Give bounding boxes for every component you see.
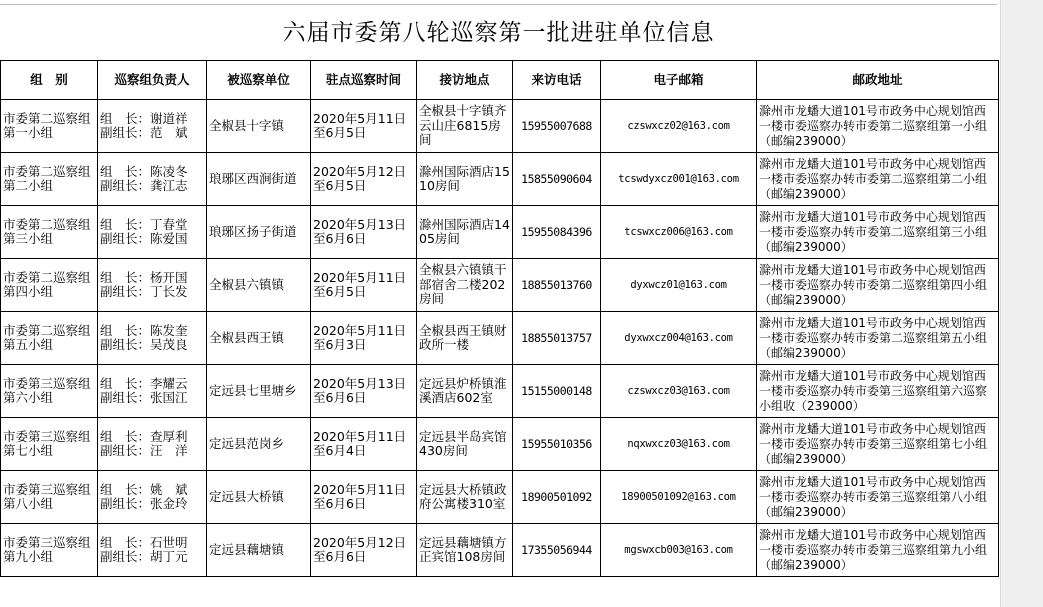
- time-cell: 2020年5月12日至6月6日: [311, 524, 417, 577]
- group-cell: 市委第三巡察组第九小组: [1, 524, 98, 577]
- header-time: 驻点巡察时间: [311, 61, 417, 100]
- deputy-name: 副组长：张国江: [100, 390, 188, 405]
- header-email: 电子邮箱: [601, 61, 757, 100]
- email-cell: czswxcz03@163.com: [601, 365, 757, 418]
- place-cell: 定远县炉桥镇淮溪酒店602室: [417, 365, 513, 418]
- deputy-name: 副组长：胡丁元: [100, 549, 188, 564]
- email-cell: 18900501092@163.com: [601, 471, 757, 524]
- deputy-name: 副组长：龚江志: [100, 178, 188, 193]
- group-cell: 市委第二巡察组第五小组: [1, 312, 98, 365]
- leader-name: 组 长：李耀云: [100, 375, 188, 391]
- leader-name: 组 长：姚 斌: [100, 481, 188, 497]
- address-cell: 滁州市龙蟠大道101号市政务中心规划馆西一楼市委巡察办转市委第三巡察组第八小组（邮编239000）: [757, 471, 999, 524]
- leader-name: 组 长：杨开国: [100, 269, 188, 285]
- unit-cell: 全椒县十字镇: [207, 100, 311, 153]
- table-row: [1, 100, 999, 153]
- group-cell: 市委第二巡察组第一小组: [1, 100, 98, 153]
- table-row: [1, 206, 999, 259]
- leader-name: 组 长：查厚利: [100, 428, 188, 444]
- table-row: [1, 312, 999, 365]
- table-row: [1, 365, 999, 418]
- time-cell: 2020年5月11日至6月5日: [311, 259, 417, 312]
- header-group: 组 别: [1, 61, 98, 100]
- deputy-name: 副组长：汪 洋: [100, 443, 188, 458]
- deputy-name: 副组长：丁长发: [100, 284, 188, 299]
- unit-cell: 琅琊区西涧街道: [207, 153, 311, 206]
- email-cell: dyxwxcz004@163.com: [601, 312, 757, 365]
- header-phone: 来访电话: [513, 61, 601, 100]
- leader-name: 组 长：石世明: [100, 534, 188, 550]
- phone-cell: 18900501092: [513, 471, 601, 524]
- phone-cell: 15955007688: [513, 100, 601, 153]
- group-cell: 市委第三巡察组第七小组: [1, 418, 98, 471]
- deputy-name: 副组长：陈爱国: [100, 231, 188, 246]
- group-cell: 市委第三巡察组第八小组: [1, 471, 98, 524]
- place-cell: 定远县大桥镇政府公寓楼310室: [417, 471, 513, 524]
- deputy-name: 副组长：张金玲: [100, 496, 188, 511]
- phone-cell: 15855090604: [513, 153, 601, 206]
- unit-cell: 全椒县六镇镇: [207, 259, 311, 312]
- email-cell: tcswdyxcz001@163.com: [601, 153, 757, 206]
- address-cell: 滁州市龙蟠大道101号市政务中心规划馆西一楼市委巡察办转市委第二巡察组第五小组（邮编239000）: [757, 312, 999, 365]
- unit-cell: 定远县范岗乡: [207, 418, 311, 471]
- group-cell: 市委第二巡察组第四小组: [1, 259, 98, 312]
- place-cell: 全椒县六镇镇干部宿舍二楼202房间: [417, 259, 513, 312]
- place-cell: 滁州国际酒店1405房间: [417, 206, 513, 259]
- unit-cell: 定远县七里塘乡: [207, 365, 311, 418]
- place-cell: 定远县半岛宾馆430房间: [417, 418, 513, 471]
- time-cell: 2020年5月13日至6月6日: [311, 206, 417, 259]
- time-cell: 2020年5月13日至6月6日: [311, 365, 417, 418]
- leader-cell: [98, 259, 207, 312]
- email-cell: nqxwxcz03@163.com: [601, 418, 757, 471]
- address-cell: 滁州市龙蟠大道101号市政务中心规划馆西一楼市委巡察办转市委第二巡察组第二小组（邮编239000）: [757, 153, 999, 206]
- leader-name: 组 长：陈凌冬: [100, 163, 188, 179]
- phone-cell: 15155000148: [513, 365, 601, 418]
- info-table: [0, 60, 999, 577]
- leader-cell: [98, 100, 207, 153]
- deputy-name: 副组长：范 斌: [100, 125, 188, 140]
- leader-cell: [98, 153, 207, 206]
- table-body: [1, 100, 999, 577]
- place-cell: 全椒县十字镇齐云山庄6815房间: [417, 100, 513, 153]
- header-unit: 被巡察单位: [207, 61, 311, 100]
- time-cell: 2020年5月11日至6月6日: [311, 471, 417, 524]
- time-cell: 2020年5月11日至6月4日: [311, 418, 417, 471]
- leader-name: 组 长：陈发奎: [100, 322, 188, 338]
- place-cell: 定远县藕塘镇方正宾馆108房间: [417, 524, 513, 577]
- address-cell: 滁州市龙蟠大道101号市政务中心规划馆西一楼市委巡察办转市委第二巡察组第四小组（邮编239000）: [757, 259, 999, 312]
- phone-cell: 17355056944: [513, 524, 601, 577]
- table-row: [1, 524, 999, 577]
- leader-cell: [98, 312, 207, 365]
- unit-cell: 定远县大桥镇: [207, 471, 311, 524]
- phone-cell: 18855013760: [513, 259, 601, 312]
- group-cell: 市委第二巡察组第三小组: [1, 206, 98, 259]
- header-place: 接访地点: [417, 61, 513, 100]
- unit-cell: 琅琊区扬子街道: [207, 206, 311, 259]
- table-row: [1, 259, 999, 312]
- group-cell: 市委第二巡察组第二小组: [1, 153, 98, 206]
- time-cell: 2020年5月12日至6月5日: [311, 153, 417, 206]
- email-cell: tcswxcz006@163.com: [601, 206, 757, 259]
- page-title: 六届市委第八轮巡察第一批进驻单位信息: [0, 4, 997, 61]
- place-cell: 全椒县西王镇财政所一楼: [417, 312, 513, 365]
- time-cell: 2020年5月11日至6月3日: [311, 312, 417, 365]
- unit-cell: 定远县藕塘镇: [207, 524, 311, 577]
- header-address: 邮政地址: [757, 61, 999, 100]
- header-leader: 巡察组负责人: [98, 61, 207, 100]
- leader-cell: [98, 471, 207, 524]
- address-cell: 滁州市龙蟠大道101号市政务中心规划馆西一楼市委巡察办转市委第二巡察组第一小组（邮编239000）: [757, 100, 999, 153]
- email-cell: dyxwcz01@163.com: [601, 259, 757, 312]
- group-cell: 市委第三巡察组第六小组: [1, 365, 98, 418]
- address-cell: 滁州市龙蟠大道101号市政务中心规划馆西一楼市委巡察办转市委第二巡察组第三小组（邮编239000）: [757, 206, 999, 259]
- header-row: [1, 61, 999, 100]
- leader-cell: [98, 365, 207, 418]
- phone-cell: 18855013757: [513, 312, 601, 365]
- table-row: [1, 153, 999, 206]
- place-cell: 滁州国际酒店1510房间: [417, 153, 513, 206]
- leader-name: 组 长：谢道祥: [100, 110, 188, 126]
- phone-cell: 15955084396: [513, 206, 601, 259]
- leader-cell: [98, 206, 207, 259]
- table-row: [1, 471, 999, 524]
- email-cell: czswxcz02@163.com: [601, 100, 757, 153]
- address-cell: 滁州市龙蟠大道101号市政务中心规划馆西一楼市委巡察办转市委第三巡察组第六巡察小组收（239000）: [757, 365, 999, 418]
- deputy-name: 副组长：吴茂良: [100, 337, 188, 352]
- email-cell: mgswxcb003@163.com: [601, 524, 757, 577]
- leader-cell: [98, 524, 207, 577]
- leader-cell: [98, 418, 207, 471]
- window-margin: [1000, 0, 1043, 607]
- time-cell: 2020年5月11日至6月5日: [311, 100, 417, 153]
- leader-name: 组 长：丁春堂: [100, 216, 188, 232]
- address-cell: 滁州市龙蟠大道101号市政务中心规划馆西一楼市委巡察办转市委第三巡察组第九小组（邮编239000）: [757, 524, 999, 577]
- phone-cell: 15955010356: [513, 418, 601, 471]
- unit-cell: 全椒县西王镇: [207, 312, 311, 365]
- address-cell: 滁州市龙蟠大道101号市政务中心规划馆西一楼市委巡察办转市委第三巡察组第七小组（邮编239000）: [757, 418, 999, 471]
- table-row: [1, 418, 999, 471]
